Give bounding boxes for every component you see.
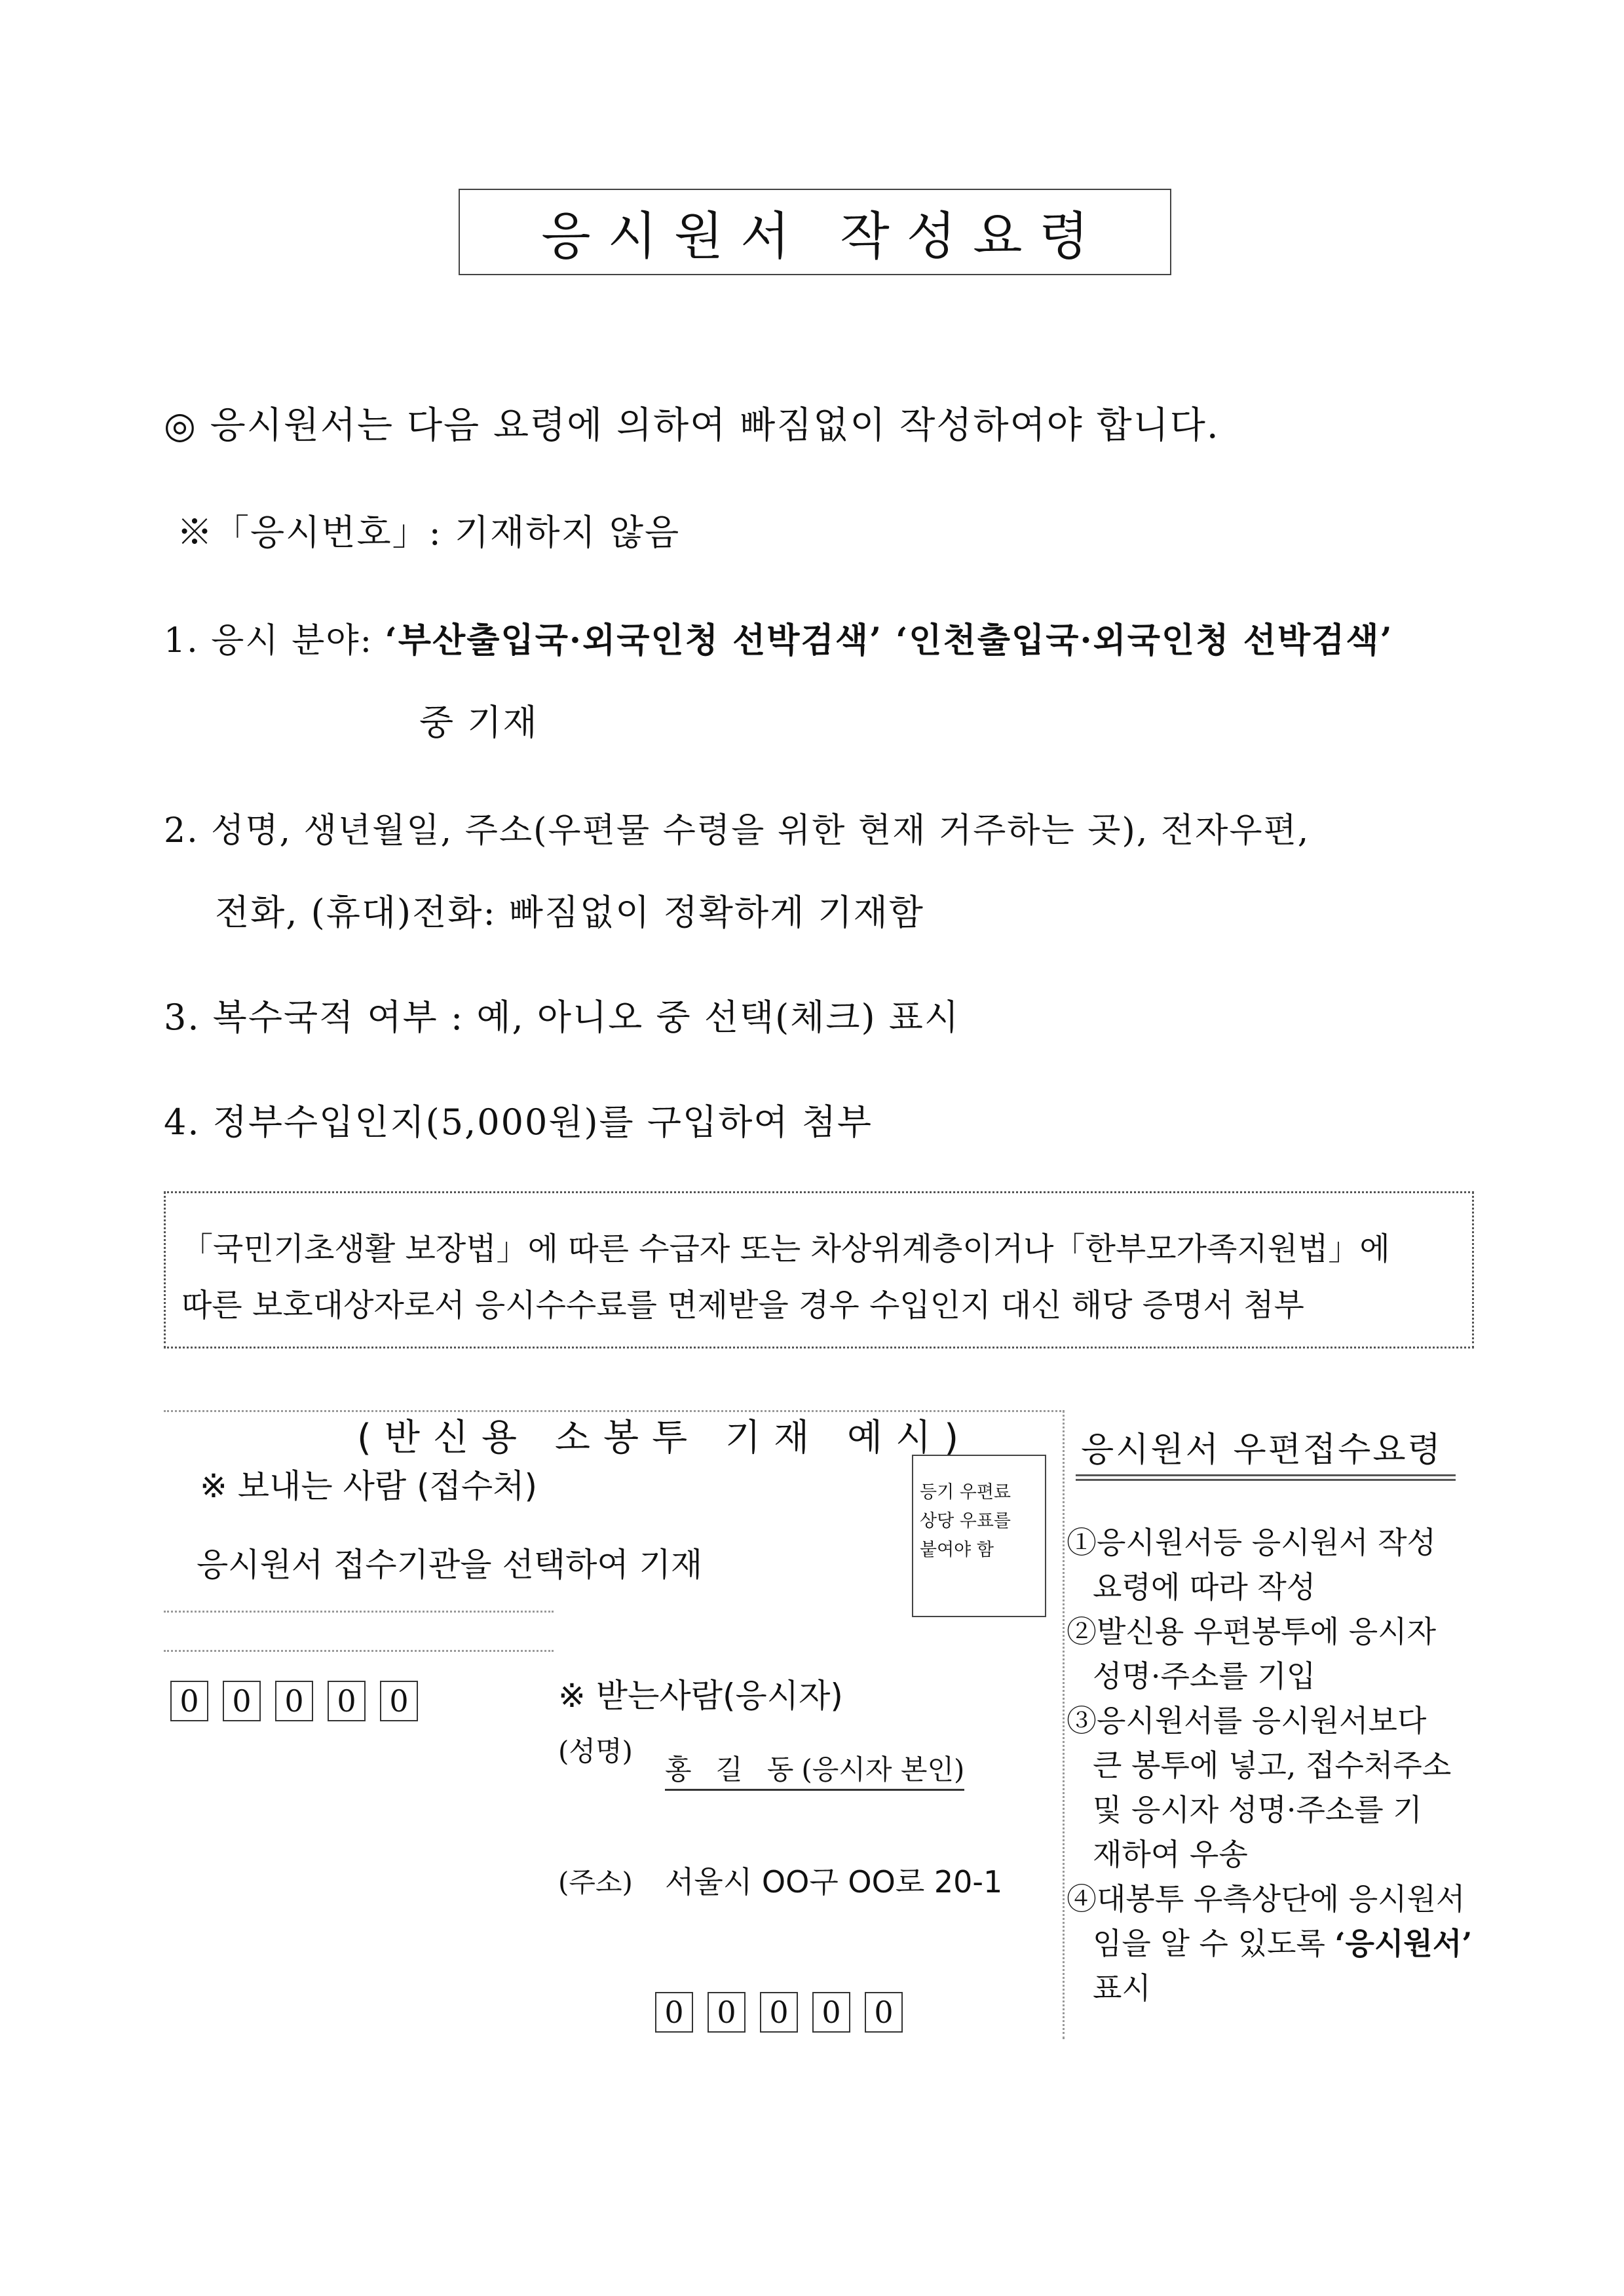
- recipient-label: ※ 받는사람(응시자): [558, 1677, 843, 1715]
- name-suffix: (응시자 본인): [801, 1753, 965, 1786]
- zip-digit: 0: [380, 1681, 418, 1721]
- zip-digit: 0: [865, 1992, 903, 2033]
- page-title: 응시원서 작성요령: [541, 207, 1106, 266]
- exam-number-note: ※「응시번호」: 기재하지 않음: [177, 512, 681, 553]
- sender-label: ※ 보내는 사람 (접수처): [200, 1467, 537, 1505]
- step-4-line-3: 표시: [1093, 1970, 1151, 2006]
- name-value: 홍 길 동: [665, 1753, 802, 1786]
- sender-bottom-rule: [164, 1611, 554, 1613]
- zip-digit: 0: [328, 1681, 366, 1721]
- sender-zip-rule: [164, 1650, 554, 1652]
- address-value: 서울시 OO구 OO로 20-1: [665, 1864, 1003, 1900]
- sender-zip: [170, 1681, 418, 1721]
- step-3-line-4: 재하여 우송: [1093, 1837, 1248, 1872]
- zip-digit: 0: [760, 1992, 798, 2033]
- step-4-line-2: [1067, 1921, 1473, 1966]
- step-3-line-1: ③응시원서를 응시원서보다: [1067, 1703, 1427, 1738]
- stamp-line-3: 붙여야 함: [920, 1540, 994, 1560]
- note-line-2: 따른 보호대상자로서 응시수수료를 면제받을 경우 수입인지 대신 해당 증명서 첨부: [181, 1287, 1304, 1324]
- item-1-prefix: 1. 응시 분야:: [164, 621, 385, 660]
- stamp-line-2: 상당 우표를: [920, 1511, 1011, 1531]
- step-2-line-2: 성명·주소를 기입: [1093, 1658, 1316, 1694]
- zip-digit: 0: [275, 1681, 313, 1721]
- postal-title: 응시원서 우편접수요령: [1081, 1430, 1443, 1470]
- zip-digit: 0: [708, 1992, 746, 2033]
- item-3: 3. 복수국적 여부 : 예, 아니오 중 선택(체크) 표시: [164, 997, 960, 1038]
- step-4-line-1: ④대봉투 우측상단에 응시원서: [1067, 1881, 1465, 1917]
- zip-digit: 0: [812, 1992, 850, 2033]
- step-4-line-2-text: 임을 알 수 있도록: [1093, 1926, 1335, 1961]
- note-line-1: 「국민기초생활 보장법」에 따른 수급자 또는 차상위계층이거나「한부모가족지원법」에: [181, 1231, 1390, 1267]
- step-3-line-2: 큰 봉투에 넣고, 접수처주소: [1093, 1748, 1452, 1783]
- item-2-cont: 전화, (휴대)전화: 빠짐없이 정확하게 기재함: [215, 892, 924, 933]
- stamp-area: [912, 1455, 1046, 1617]
- zip-digit: 0: [223, 1681, 261, 1721]
- item-1-cont: 중 기재: [419, 702, 538, 743]
- envelope-title: (반신용 소봉투 기재 예시): [357, 1417, 972, 1459]
- item-1: [164, 613, 1393, 662]
- fee-exemption-note: [164, 1191, 1474, 1349]
- step-4-line-2-bold: ‘응시원서’: [1334, 1926, 1473, 1961]
- zip-digit: 0: [170, 1681, 208, 1721]
- stamp-line-1: 등기 우편료: [920, 1482, 1011, 1502]
- step-1-line-1: ①응시원서등 응시원서 작성: [1067, 1525, 1437, 1560]
- sender-text: 응시원서 접수기관을 선택하여 기재: [197, 1546, 703, 1584]
- item-4: 4. 정부수입인지(5,000원)를 구입하여 첨부: [164, 1101, 873, 1143]
- address-label: (주소): [558, 1866, 633, 1898]
- postal-steps: [1067, 1520, 1473, 2010]
- step-2-line-1: ②발신용 우편봉투에 응시자: [1067, 1614, 1437, 1649]
- recipient-zip: [655, 1992, 903, 2033]
- postal-title-rule: [1076, 1474, 1456, 1481]
- step-1-line-2: 요령에 따라 작성: [1093, 1569, 1316, 1605]
- zip-digit: 0: [655, 1992, 693, 2033]
- name-field: [665, 1748, 964, 1791]
- item-2: 2. 성명, 생년월일, 주소(우편물 수령을 위한 현재 거주하는 곳), 전자우편,: [164, 811, 1310, 851]
- item-1-fields: ‘부산출입국·외국인청 선박검색’ ‘인천출입국·외국인청 선박검색’: [385, 621, 1393, 660]
- step-3-line-3: 및 응시자 성명·주소를 기: [1093, 1792, 1422, 1827]
- name-label: (성명): [558, 1735, 633, 1767]
- title-box: [459, 189, 1171, 275]
- intro-text: ◎ 응시원서는 다음 요령에 의하여 빠짐없이 작성하여야 합니다.: [164, 404, 1220, 447]
- envelope-column-divider: [1063, 1410, 1065, 2039]
